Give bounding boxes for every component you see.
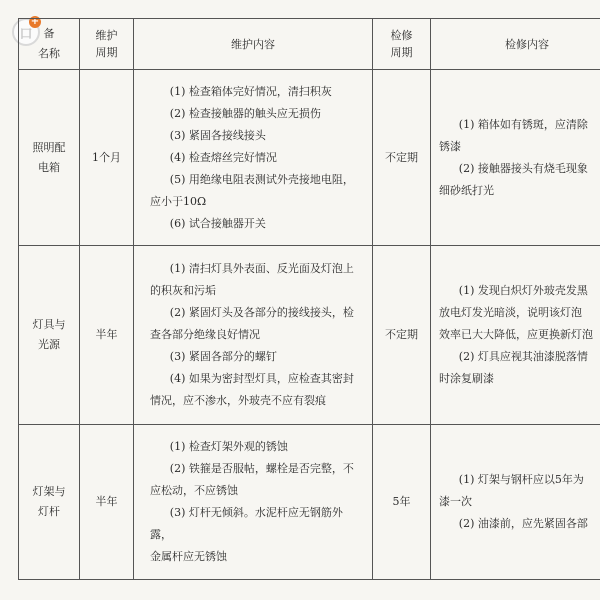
equipment-name-cell bbox=[19, 70, 80, 246]
table-row bbox=[19, 70, 600, 246]
maintenance-line: (2) 紧固灯头及各部分的接线接头，检 bbox=[169, 306, 354, 319]
maintenance-line: 应松动，不应锈蚀 bbox=[150, 484, 238, 497]
header-icycle-top: 检修 bbox=[390, 29, 413, 42]
inspection-line: 效率已大大降低，应更换新灯泡 bbox=[439, 328, 593, 341]
maintenance-cycle-cell: 半年 bbox=[80, 425, 134, 580]
equipment-name-line: 灯具与 bbox=[32, 318, 66, 331]
maintenance-cycle-cell: 1个月 bbox=[80, 70, 134, 246]
equipment-name-line: 照明配 bbox=[32, 140, 66, 154]
inspection-line: (2) 油漆前，应先紧固各部 bbox=[458, 517, 588, 530]
header-cycle-bottom: 周期 bbox=[95, 46, 118, 59]
header-name-bottom: 名称 bbox=[38, 47, 60, 60]
inspection-list bbox=[431, 469, 600, 535]
inspection-cycle-cell: 不定期 bbox=[373, 246, 431, 425]
equipment-name-cell bbox=[19, 246, 80, 425]
maintenance-line: (4) 如果为密封型灯具，应检查其密封 bbox=[169, 372, 354, 385]
maintenance-list bbox=[134, 258, 372, 412]
header-icycle-bottom: 周期 bbox=[390, 46, 413, 59]
inspection-content-cell bbox=[431, 70, 600, 246]
maintenance-line: (3) 紧固各部分的螺钉 bbox=[169, 350, 277, 363]
maintenance-line: 金属杆应无锈蚀 bbox=[150, 550, 227, 563]
maintenance-line: 的积灰和污垢 bbox=[150, 284, 216, 297]
maintenance-cycle-cell: 半年 bbox=[80, 246, 134, 425]
inspection-line: (1) 发现白炽灯外玻壳发黑 bbox=[458, 284, 588, 297]
table-header-row bbox=[19, 19, 600, 70]
table-row bbox=[19, 425, 600, 580]
maintenance-line: (3) 灯杆无倾斜。水泥杆应无钢筋外露， bbox=[150, 506, 343, 541]
maintenance-content-cell bbox=[134, 425, 373, 580]
equipment-name-line: 灯架与 bbox=[32, 485, 66, 498]
header-maintenance-cycle bbox=[80, 19, 134, 70]
inspection-line: (2) 灯具应视其油漆脱落情 bbox=[458, 350, 588, 363]
maintenance-line: (2) 铁箍是否服帖，螺栓是否完整，不 bbox=[169, 462, 354, 475]
watermark-logo-icon: 口 + bbox=[12, 18, 40, 46]
header-inspection-cycle bbox=[373, 19, 431, 70]
maintenance-content-cell bbox=[134, 70, 373, 246]
inspection-cycle-cell: 不定期 bbox=[373, 70, 431, 246]
inspection-content-cell bbox=[431, 425, 600, 580]
inspection-line: (2) 接触器接头有烧毛现象 bbox=[458, 161, 588, 175]
maintenance-table bbox=[18, 18, 600, 580]
table-row bbox=[19, 246, 600, 425]
header-maintenance-content: 维护内容 bbox=[134, 19, 373, 70]
maintenance-line: 情况，应不渗水，外玻壳不应有裂痕 bbox=[150, 394, 326, 407]
inspection-line: 漆一次 bbox=[439, 495, 472, 508]
inspection-line: 细砂纸打光 bbox=[439, 183, 494, 197]
maintenance-line: (1) 检查箱体完好情况，清扫积灰 bbox=[169, 84, 332, 98]
maintenance-content-cell bbox=[134, 246, 373, 425]
maintenance-line: 应小于10Ω bbox=[150, 194, 207, 208]
equipment-name-line: 电箱 bbox=[38, 160, 60, 174]
inspection-line: (1) 箱体如有锈斑，应清除 bbox=[458, 117, 588, 131]
header-equipment-name bbox=[19, 19, 80, 70]
header-name-top: 备 bbox=[43, 27, 55, 40]
equipment-name-cell bbox=[19, 425, 80, 580]
inspection-list bbox=[431, 114, 600, 202]
header-cycle-top: 维护 bbox=[95, 29, 118, 42]
header-inspection-content: 检修内容 bbox=[431, 19, 600, 70]
maintenance-list bbox=[134, 436, 372, 568]
maintenance-line: (6) 试合接触器开关 bbox=[169, 216, 266, 230]
maintenance-line: (1) 检查灯架外观的锈蚀 bbox=[169, 440, 288, 453]
inspection-line: (1) 灯架与钢杆应以5年为 bbox=[458, 473, 584, 486]
maintenance-line: (5) 用绝缘电阻表测试外壳接地电阻， bbox=[169, 172, 354, 186]
equipment-name-line: 灯杆 bbox=[38, 505, 60, 518]
maintenance-list bbox=[134, 81, 372, 235]
inspection-line: 时涂复刷漆 bbox=[439, 372, 494, 385]
maintenance-line: (3) 紧固各接线接头 bbox=[169, 128, 266, 142]
inspection-cycle-cell: 5年 bbox=[373, 425, 431, 580]
inspection-line: 锈漆 bbox=[439, 139, 461, 153]
maintenance-line: (4) 检查熔丝完好情况 bbox=[169, 150, 277, 164]
maintenance-line: (1) 清扫灯具外表面、反光面及灯泡上 bbox=[169, 262, 354, 275]
maintenance-line: (2) 检查接触器的触头应无损伤 bbox=[169, 106, 321, 120]
equipment-name-line: 光源 bbox=[38, 338, 60, 351]
maintenance-line: 查各部分绝缘良好情况 bbox=[150, 328, 260, 341]
inspection-line: 放电灯发光暗淡，说明该灯泡 bbox=[439, 306, 582, 319]
inspection-content-cell bbox=[431, 246, 600, 425]
inspection-list bbox=[431, 280, 600, 390]
